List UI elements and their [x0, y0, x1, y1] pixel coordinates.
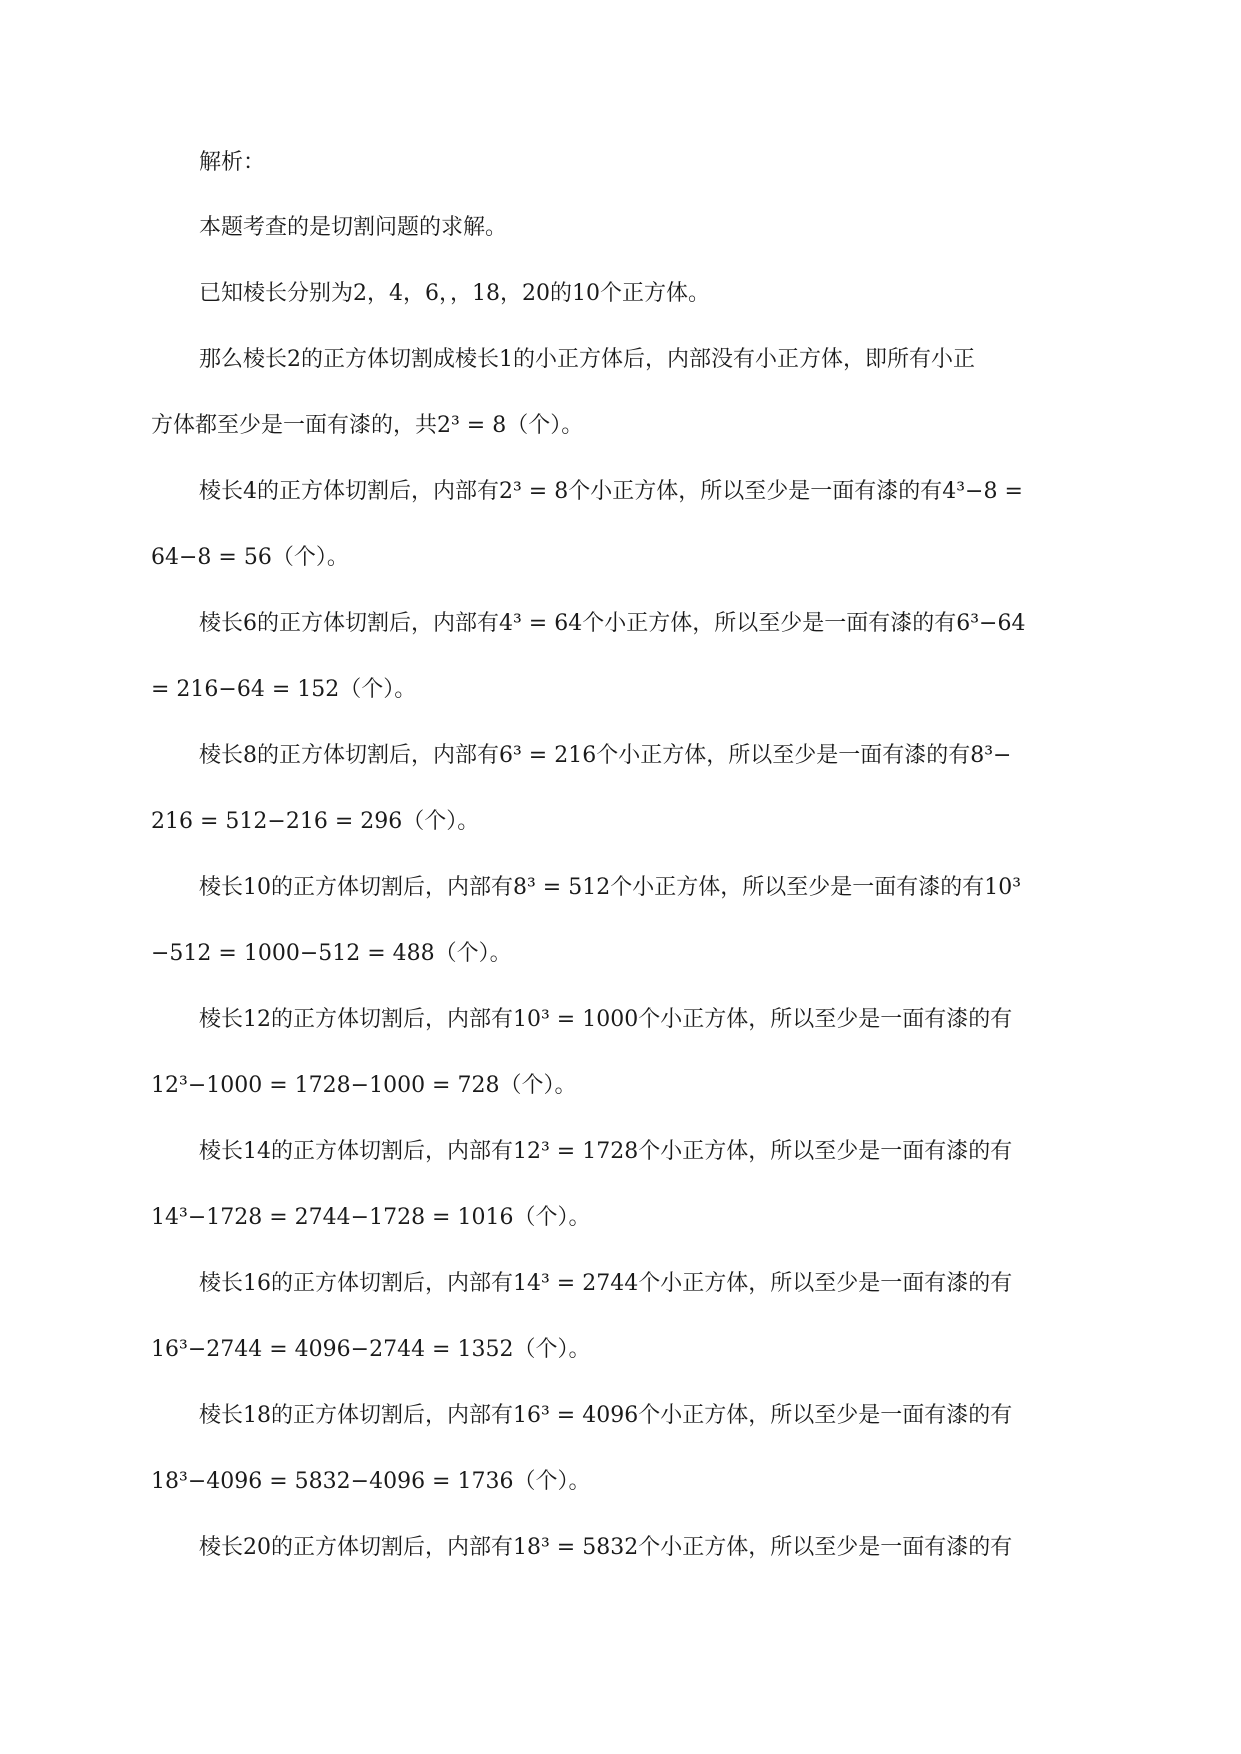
paragraph-line: 棱长16的正方体切割后，内部有14³ = 2744个小正方体，所以至少是一面有漆的有	[199, 1271, 1013, 1296]
paragraph-line: 棱长14的正方体切割后，内部有12³ = 1728个小正方体，所以至少是一面有漆的有	[199, 1139, 1013, 1164]
paragraph-line: 棱长10的正方体切割后，内部有8³ = 512个小正方体，所以至少是一面有漆的有10³	[199, 875, 1022, 900]
paragraph-line: 64−8 = 56（个）。	[151, 545, 349, 570]
paragraph-line: 棱长6的正方体切割后，内部有4³ = 64个小正方体，所以至少是一面有漆的有6³−64	[199, 611, 1026, 636]
paragraph-line: 14³−1728 = 2744−1728 = 1016（个）。	[151, 1205, 591, 1230]
paragraph-line: 棱长8的正方体切割后，内部有6³ = 216个小正方体，所以至少是一面有漆的有8³−	[199, 743, 1012, 768]
paragraph-line: 16³−2744 = 4096−2744 = 1352（个）。	[151, 1337, 591, 1362]
paragraph-line: 棱长20的正方体切割后，内部有18³ = 5832个小正方体，所以至少是一面有漆的有	[199, 1535, 1013, 1560]
paragraph-line: −512 = 1000−512 = 488（个）。	[151, 941, 512, 966]
paragraph-line: 12³−1000 = 1728−1000 = 728（个）。	[151, 1073, 577, 1098]
paragraph-line: 棱长18的正方体切割后，内部有16³ = 4096个小正方体，所以至少是一面有漆的有	[199, 1403, 1013, 1428]
paragraph-line: 已知棱长分别为2，4，6，，18，20的10个正方体。	[199, 281, 710, 306]
paragraph-line: 18³−4096 = 5832−4096 = 1736（个）。	[151, 1469, 591, 1494]
heading-analysis: 解析：	[199, 150, 266, 175]
paragraph-line: = 216−64 = 152（个）。	[151, 677, 417, 702]
paragraph-line: 本题考查的是切割问题的求解。	[199, 215, 508, 240]
paragraph-line: 棱长12的正方体切割后，内部有10³ = 1000个小正方体，所以至少是一面有漆的有	[199, 1007, 1013, 1032]
paragraph-line: 216 = 512−216 = 296（个）。	[151, 809, 480, 834]
paragraph-line: 方体都至少是一面有漆的，共2³ = 8（个）。	[151, 413, 584, 438]
paragraph-line: 棱长4的正方体切割后，内部有2³ = 8个小正方体，所以至少是一面有漆的有4³−8 =	[199, 479, 1023, 504]
paragraph-line: 那么棱长2的正方体切割成棱长1的小正方体后，内部没有小正方体，即所有小正	[199, 347, 975, 372]
